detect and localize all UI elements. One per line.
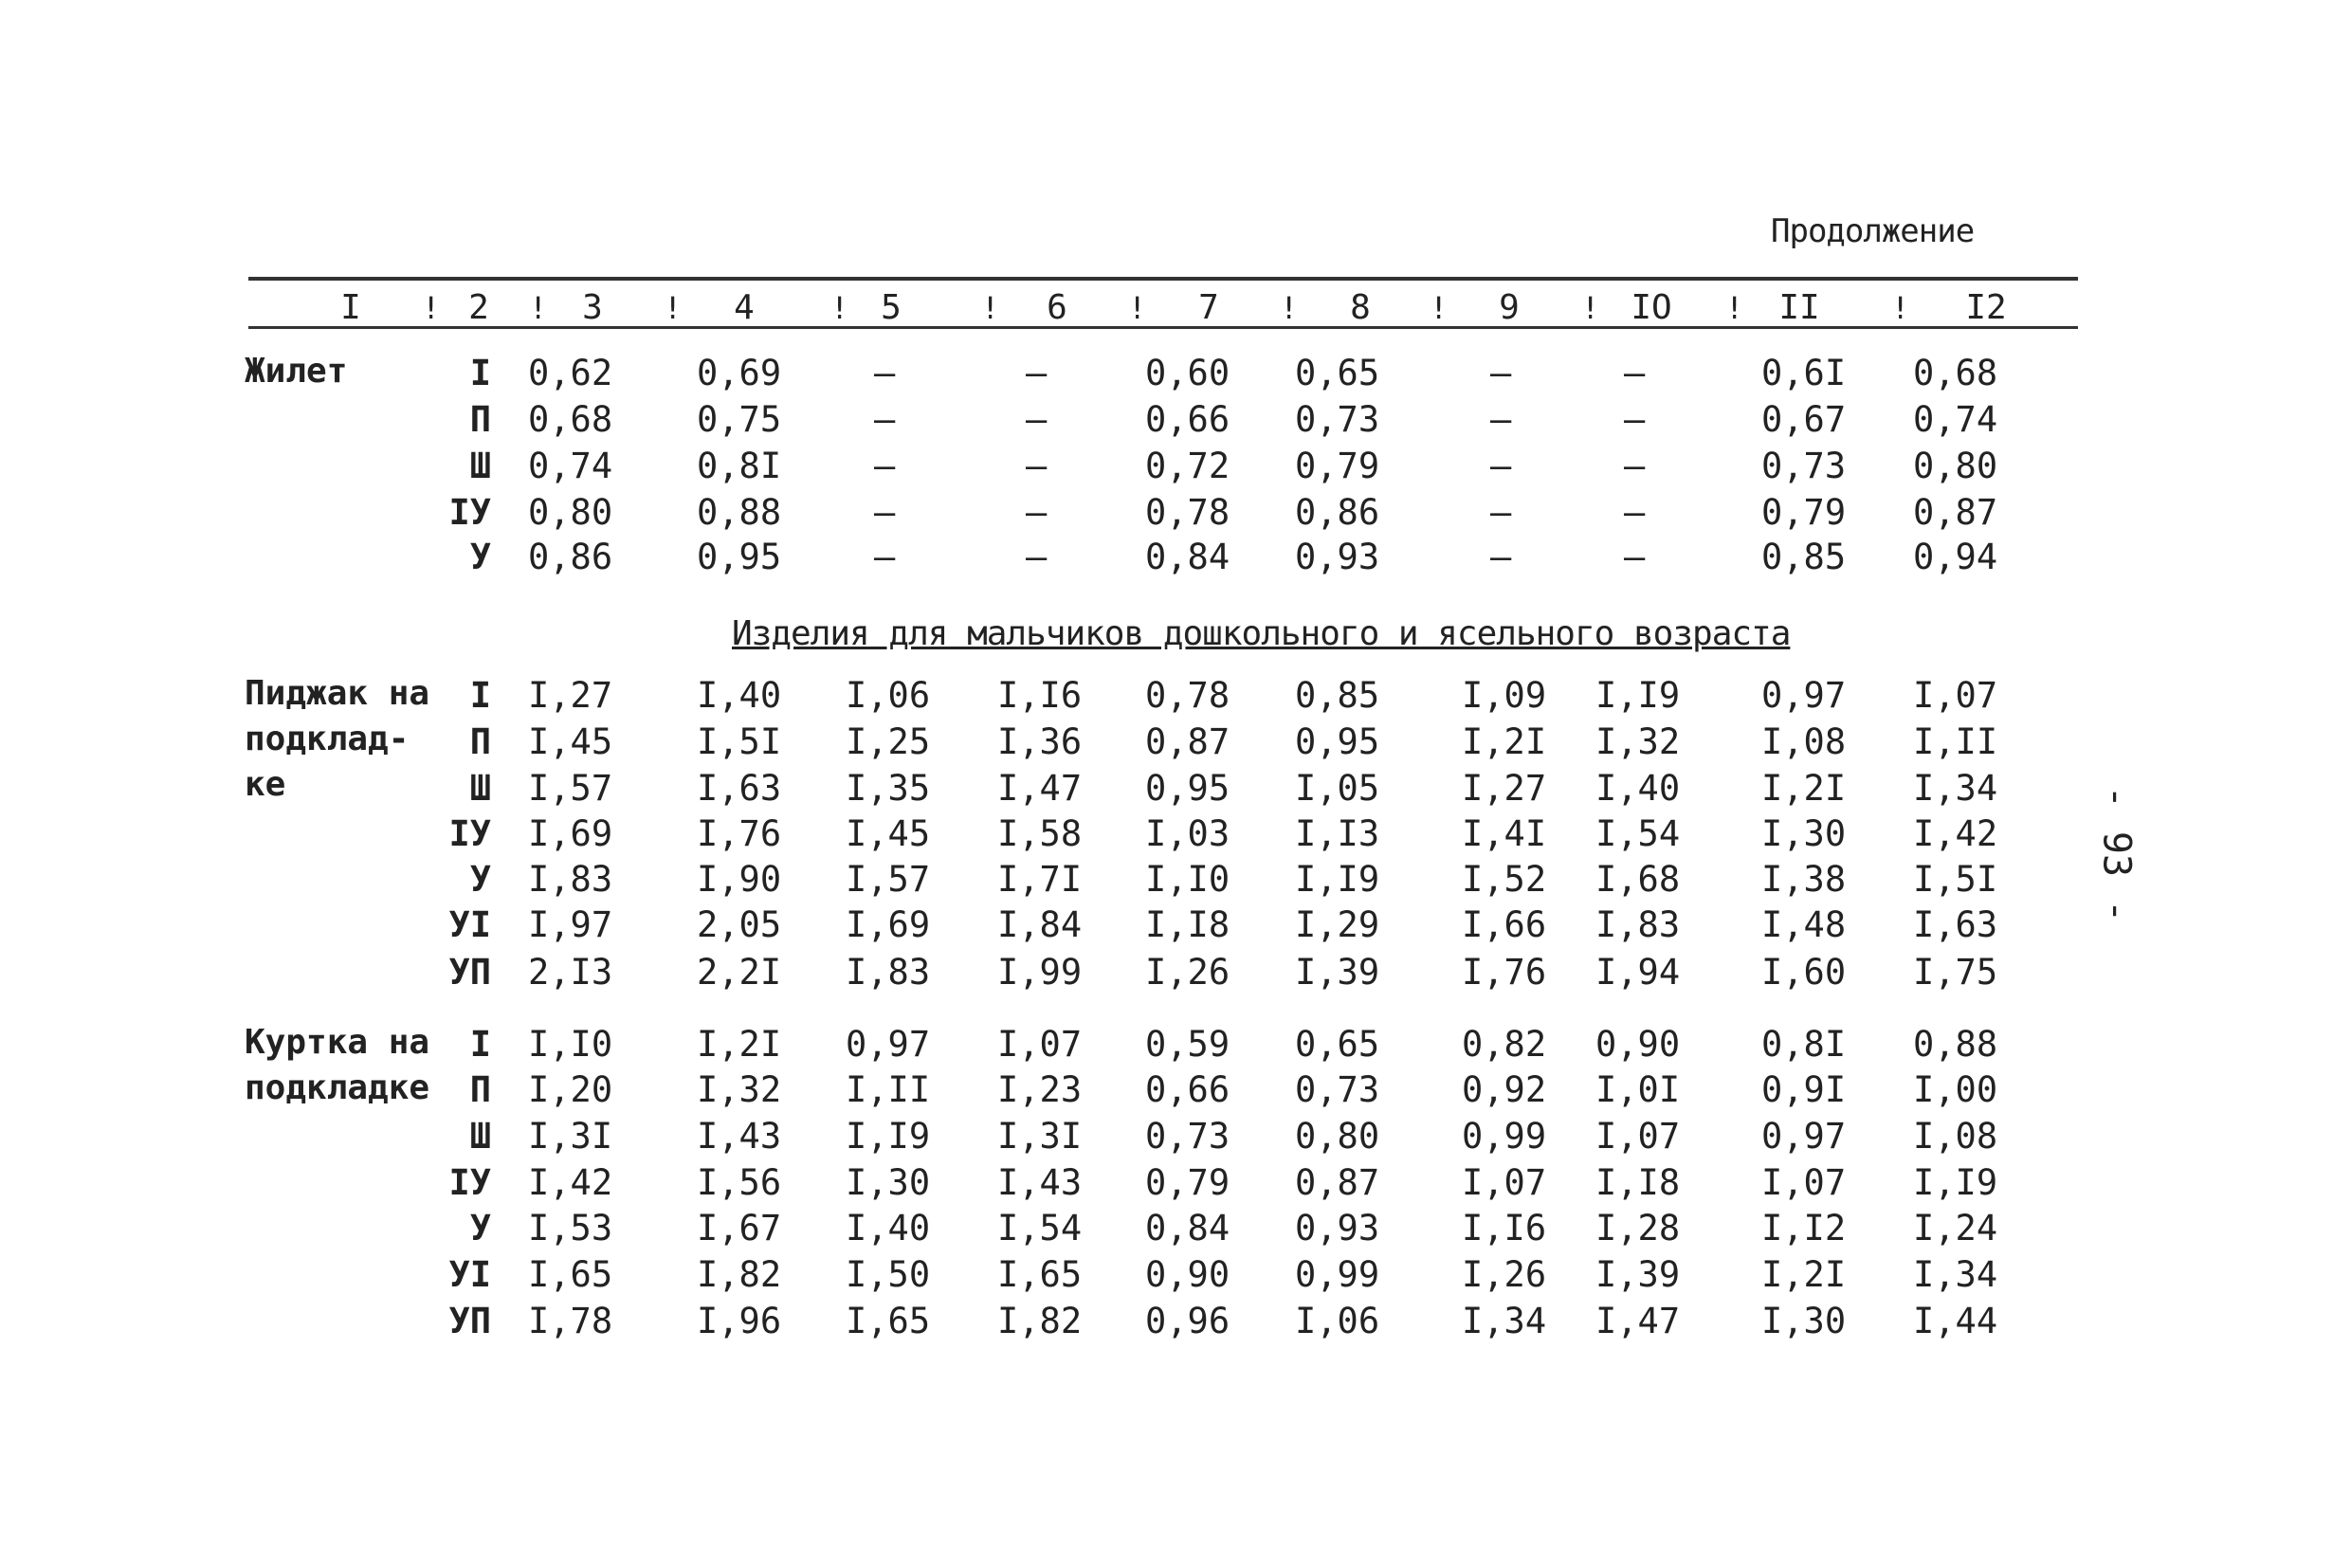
table-cell: – xyxy=(874,399,896,440)
section-subtitle: Изделия для мальчиков дошкольного и ясельного возраста xyxy=(732,614,1791,653)
table-cell: I,24 xyxy=(1913,1208,1998,1249)
column-header: 4 xyxy=(734,288,755,327)
table-cell: I,20 xyxy=(528,1069,613,1110)
table-cell: 0,99 xyxy=(1295,1254,1380,1295)
table-cell: I,07 xyxy=(1761,1162,1847,1203)
column-header: 5 xyxy=(881,288,902,327)
table-row xyxy=(0,1116,2351,1161)
size-label: I xyxy=(469,675,491,716)
table-row xyxy=(0,813,2351,859)
table-cell: I,30 xyxy=(1761,813,1847,854)
table-cell: I,5I xyxy=(697,721,782,762)
table-cell: 0,82 xyxy=(1462,1024,1547,1065)
item-name: Куртка на подкладке xyxy=(245,1023,430,1107)
table-cell: I,90 xyxy=(697,859,782,900)
table-cell: I,3I xyxy=(528,1116,613,1157)
table-cell: I,34 xyxy=(1913,768,1998,809)
table-cell: 0,86 xyxy=(528,537,613,577)
table-cell: 0,99 xyxy=(1462,1116,1547,1157)
table-cell: 0,66 xyxy=(1145,399,1230,440)
table-cell: I,63 xyxy=(1913,904,1998,945)
table-cell: I,I9 xyxy=(846,1116,931,1157)
table-cell: 0,59 xyxy=(1145,1024,1230,1065)
table-cell: I,26 xyxy=(1462,1254,1547,1295)
table-cell: I,39 xyxy=(1595,1254,1681,1295)
table-cell: 0,67 xyxy=(1761,399,1847,440)
table-cell: – xyxy=(874,492,896,533)
size-label: IУ xyxy=(448,1162,491,1203)
table-cell: I,78 xyxy=(528,1301,613,1341)
table-cell: I,36 xyxy=(997,721,1083,762)
table-cell: – xyxy=(1624,353,1646,393)
table-cell: 0,73 xyxy=(1761,446,1847,486)
table-row xyxy=(0,675,2351,720)
table-cell: – xyxy=(1490,353,1512,393)
column-header: 8 xyxy=(1350,288,1371,327)
table-cell: I,06 xyxy=(846,675,931,716)
column-separator: ! xyxy=(1891,290,1910,326)
table-top-rule xyxy=(248,277,2078,281)
table-cell: I,76 xyxy=(1462,952,1547,993)
table-cell: 0,73 xyxy=(1295,399,1380,440)
table-cell: – xyxy=(874,353,896,393)
table-cell: 0,97 xyxy=(1761,1116,1847,1157)
table-cell: – xyxy=(1026,537,1048,577)
table-cell: 0,74 xyxy=(528,446,613,486)
table-cell: I,83 xyxy=(846,952,931,993)
table-cell: I,I0 xyxy=(528,1024,613,1065)
table-cell: I,I0 xyxy=(1145,859,1230,900)
table-cell: 0,95 xyxy=(1295,721,1380,762)
table-cell: I,2I xyxy=(697,1024,782,1065)
table-cell: I,69 xyxy=(846,904,931,945)
table-row xyxy=(0,904,2351,950)
table-cell: 0,75 xyxy=(697,399,782,440)
table-cell: I,82 xyxy=(997,1301,1083,1341)
size-label: I xyxy=(469,353,491,393)
table-cell: – xyxy=(1490,492,1512,533)
table-cell: – xyxy=(1026,446,1048,486)
table-cell: I,65 xyxy=(997,1254,1083,1295)
table-cell: I,08 xyxy=(1761,721,1847,762)
table-cell: I,2I xyxy=(1761,1254,1847,1295)
table-cell: – xyxy=(1624,446,1646,486)
table-cell: 0,68 xyxy=(1913,353,1998,393)
table-cell: I,83 xyxy=(1595,904,1681,945)
table-cell: I,65 xyxy=(846,1301,931,1341)
table-cell: I,00 xyxy=(1913,1069,1998,1110)
table-cell: 0,8I xyxy=(697,446,782,486)
table-cell: I,57 xyxy=(528,768,613,809)
column-header: I2 xyxy=(1965,288,2007,327)
item-name: Пиджак на подклад- ке xyxy=(245,674,430,804)
table-cell: I,07 xyxy=(1462,1162,1547,1203)
table-cell: I,48 xyxy=(1761,904,1847,945)
column-header: 6 xyxy=(1047,288,1067,327)
table-cell: 2,I3 xyxy=(528,952,613,993)
table-cell: I,32 xyxy=(1595,721,1681,762)
table-cell: I,2I xyxy=(1462,721,1547,762)
column-separator: ! xyxy=(529,290,548,326)
table-cell: I,35 xyxy=(846,768,931,809)
table-cell: I,83 xyxy=(528,859,613,900)
table-cell: I,3I xyxy=(997,1116,1083,1157)
size-label: I xyxy=(469,1024,491,1065)
table-cell: – xyxy=(1490,537,1512,577)
size-label: П xyxy=(469,1069,491,1110)
table-cell: 0,80 xyxy=(1913,446,1998,486)
table-cell: I,07 xyxy=(997,1024,1083,1065)
column-header: IO xyxy=(1631,288,1672,327)
table-cell: 0,90 xyxy=(1145,1254,1230,1295)
table-cell: I,2I xyxy=(1761,768,1847,809)
table-row xyxy=(0,721,2351,767)
table-cell: 0,73 xyxy=(1295,1069,1380,1110)
table-row xyxy=(0,537,2351,582)
table-cell: 0,85 xyxy=(1761,537,1847,577)
size-label: УП xyxy=(448,1301,491,1341)
column-header: 7 xyxy=(1198,288,1219,327)
size-label: Ш xyxy=(469,446,491,486)
table-header-row xyxy=(0,288,2351,326)
page-number: - 93 - xyxy=(2094,785,2139,923)
table-cell: I,40 xyxy=(846,1208,931,1249)
column-header: 3 xyxy=(582,288,603,327)
table-cell: 0,62 xyxy=(528,353,613,393)
table-row xyxy=(0,492,2351,538)
size-label: УП xyxy=(448,952,491,993)
column-header: I xyxy=(340,288,361,327)
table-cell: I,84 xyxy=(997,904,1083,945)
column-header: 9 xyxy=(1499,288,1520,327)
table-row xyxy=(0,1254,2351,1300)
table-cell: 2,2I xyxy=(697,952,782,993)
table-cell: 0,95 xyxy=(1145,768,1230,809)
table-cell: I,82 xyxy=(697,1254,782,1295)
table-cell: I,27 xyxy=(1462,768,1547,809)
table-cell: – xyxy=(1026,399,1048,440)
table-cell: I,76 xyxy=(697,813,782,854)
table-cell: – xyxy=(1624,399,1646,440)
table-cell: I,47 xyxy=(1595,1301,1681,1341)
table-cell: I,68 xyxy=(1595,859,1681,900)
table-cell: – xyxy=(1490,399,1512,440)
size-label: У xyxy=(469,859,491,900)
table-row xyxy=(0,446,2351,491)
table-cell: I,07 xyxy=(1595,1116,1681,1157)
table-cell: I,65 xyxy=(528,1254,613,1295)
table-cell: I,42 xyxy=(1913,813,1998,854)
table-cell: 0,79 xyxy=(1761,492,1847,533)
table-row xyxy=(0,353,2351,398)
table-cell: I,30 xyxy=(846,1162,931,1203)
table-cell: 0,88 xyxy=(697,492,782,533)
size-label: Ш xyxy=(469,1116,491,1157)
table-row xyxy=(0,1162,2351,1208)
table-cell: 0,92 xyxy=(1462,1069,1547,1110)
table-cell: I,I6 xyxy=(1462,1208,1547,1249)
table-cell: I,5I xyxy=(1913,859,1998,900)
table-cell: 0,78 xyxy=(1145,675,1230,716)
table-cell: I,75 xyxy=(1913,952,1998,993)
item-name: Жилет xyxy=(245,352,348,391)
table-cell: 0,73 xyxy=(1145,1116,1230,1157)
table-header-rule xyxy=(248,326,2078,329)
table-cell: I,40 xyxy=(1595,768,1681,809)
table-cell: I,42 xyxy=(528,1162,613,1203)
table-cell: I,56 xyxy=(697,1162,782,1203)
table-cell: 0,79 xyxy=(1145,1162,1230,1203)
table-cell: 0,72 xyxy=(1145,446,1230,486)
table-cell: 0,66 xyxy=(1145,1069,1230,1110)
table-cell: 0,87 xyxy=(1295,1162,1380,1203)
table-cell: I,06 xyxy=(1295,1301,1380,1341)
table-cell: 0,86 xyxy=(1295,492,1380,533)
table-cell: 0,74 xyxy=(1913,399,1998,440)
column-separator: ! xyxy=(981,290,1000,326)
table-cell: 0,94 xyxy=(1913,537,1998,577)
table-cell: – xyxy=(1026,492,1048,533)
table-cell: 0,9I xyxy=(1761,1069,1847,1110)
table-cell: I,45 xyxy=(528,721,613,762)
table-cell: I,47 xyxy=(997,768,1083,809)
table-cell: I,69 xyxy=(528,813,613,854)
table-cell: 0,68 xyxy=(528,399,613,440)
table-cell: I,54 xyxy=(1595,813,1681,854)
table-cell: 0,84 xyxy=(1145,1208,1230,1249)
column-separator: ! xyxy=(422,290,441,326)
table-cell: I,I9 xyxy=(1595,675,1681,716)
table-row xyxy=(0,1024,2351,1069)
size-label: П xyxy=(469,721,491,762)
table-cell: 0,6I xyxy=(1761,353,1847,393)
table-row xyxy=(0,1069,2351,1115)
table-cell: – xyxy=(874,446,896,486)
table-cell: 0,93 xyxy=(1295,1208,1380,1249)
table-cell: I,30 xyxy=(1761,1301,1847,1341)
column-header: 2 xyxy=(468,288,489,327)
table-cell: 0,85 xyxy=(1295,675,1380,716)
table-row xyxy=(0,1208,2351,1253)
table-cell: I,53 xyxy=(528,1208,613,1249)
table-cell: I,23 xyxy=(997,1069,1083,1110)
table-row xyxy=(0,1301,2351,1346)
column-separator: ! xyxy=(830,290,849,326)
size-label: IУ xyxy=(448,492,491,533)
size-label: УI xyxy=(448,904,491,945)
table-cell: I,I8 xyxy=(1595,1162,1681,1203)
size-label: У xyxy=(469,537,491,577)
table-cell: I,0I xyxy=(1595,1069,1681,1110)
table-row xyxy=(0,952,2351,997)
table-cell: – xyxy=(1624,537,1646,577)
table-cell: I,99 xyxy=(997,952,1083,993)
table-cell: I,I9 xyxy=(1913,1162,1998,1203)
size-label: УI xyxy=(448,1254,491,1295)
table-cell: 0,93 xyxy=(1295,537,1380,577)
size-label: Ш xyxy=(469,768,491,809)
size-label: IУ xyxy=(448,813,491,854)
table-cell: I,II xyxy=(846,1069,931,1110)
table-cell: I,43 xyxy=(997,1162,1083,1203)
table-cell: 0,95 xyxy=(697,537,782,577)
table-cell: 0,90 xyxy=(1595,1024,1681,1065)
table-cell: 0,97 xyxy=(1761,675,1847,716)
table-cell: 0,87 xyxy=(1145,721,1230,762)
table-cell: I,09 xyxy=(1462,675,1547,716)
table-cell: – xyxy=(1490,446,1512,486)
table-cell: I,26 xyxy=(1145,952,1230,993)
table-cell: 2,05 xyxy=(697,904,782,945)
table-cell: 0,80 xyxy=(1295,1116,1380,1157)
table-cell: I,67 xyxy=(697,1208,782,1249)
column-separator: ! xyxy=(1725,290,1744,326)
table-cell: 0,65 xyxy=(1295,353,1380,393)
table-cell: I,4I xyxy=(1462,813,1547,854)
table-cell: I,03 xyxy=(1145,813,1230,854)
table-cell: I,97 xyxy=(528,904,613,945)
column-separator: ! xyxy=(664,290,683,326)
table-cell: I,25 xyxy=(846,721,931,762)
column-separator: ! xyxy=(1128,290,1147,326)
table-cell: I,96 xyxy=(697,1301,782,1341)
column-separator: ! xyxy=(1280,290,1299,326)
table-cell: I,50 xyxy=(846,1254,931,1295)
table-cell: I,66 xyxy=(1462,904,1547,945)
table-cell: 0,80 xyxy=(528,492,613,533)
table-cell: – xyxy=(1026,353,1048,393)
table-cell: I,94 xyxy=(1595,952,1681,993)
table-cell: – xyxy=(874,537,896,577)
table-cell: I,I6 xyxy=(997,675,1083,716)
table-cell: I,45 xyxy=(846,813,931,854)
table-cell: I,54 xyxy=(997,1208,1083,1249)
table-cell: I,60 xyxy=(1761,952,1847,993)
table-cell: I,08 xyxy=(1913,1116,1998,1157)
continuation-label: Продолжение xyxy=(1771,212,1975,250)
table-cell: I,7I xyxy=(997,859,1083,900)
table-cell: 0,8I xyxy=(1761,1024,1847,1065)
table-cell: 0,87 xyxy=(1913,492,1998,533)
table-row xyxy=(0,399,2351,445)
column-separator: ! xyxy=(1430,290,1449,326)
table-cell: I,34 xyxy=(1462,1301,1547,1341)
table-cell: I,I9 xyxy=(1295,859,1380,900)
table-cell: I,28 xyxy=(1595,1208,1681,1249)
table-cell: – xyxy=(1624,492,1646,533)
table-cell: I,32 xyxy=(697,1069,782,1110)
table-cell: 0,69 xyxy=(697,353,782,393)
table-cell: I,57 xyxy=(846,859,931,900)
table-row xyxy=(0,859,2351,904)
table-cell: 0,60 xyxy=(1145,353,1230,393)
column-header: II xyxy=(1778,288,1820,327)
table-cell: I,52 xyxy=(1462,859,1547,900)
table-row xyxy=(0,768,2351,813)
table-cell: I,29 xyxy=(1295,904,1380,945)
table-cell: 0,78 xyxy=(1145,492,1230,533)
table-cell: I,38 xyxy=(1761,859,1847,900)
size-label: П xyxy=(469,399,491,440)
table-cell: 0,97 xyxy=(846,1024,931,1065)
table-cell: I,63 xyxy=(697,768,782,809)
table-cell: I,II xyxy=(1913,721,1998,762)
size-label: У xyxy=(469,1208,491,1249)
table-cell: I,34 xyxy=(1913,1254,1998,1295)
table-cell: I,44 xyxy=(1913,1301,1998,1341)
column-separator: ! xyxy=(1581,290,1600,326)
table-cell: I,58 xyxy=(997,813,1083,854)
table-cell: 0,88 xyxy=(1913,1024,1998,1065)
table-cell: I,I8 xyxy=(1145,904,1230,945)
table-cell: 0,84 xyxy=(1145,537,1230,577)
table-cell: I,I2 xyxy=(1761,1208,1847,1249)
table-cell: I,I3 xyxy=(1295,813,1380,854)
table-cell: I,07 xyxy=(1913,675,1998,716)
table-cell: 0,96 xyxy=(1145,1301,1230,1341)
table-cell: I,05 xyxy=(1295,768,1380,809)
table-cell: 0,65 xyxy=(1295,1024,1380,1065)
table-cell: I,39 xyxy=(1295,952,1380,993)
table-cell: I,40 xyxy=(697,675,782,716)
table-cell: 0,79 xyxy=(1295,446,1380,486)
table-cell: I,43 xyxy=(697,1116,782,1157)
table-cell: I,27 xyxy=(528,675,613,716)
